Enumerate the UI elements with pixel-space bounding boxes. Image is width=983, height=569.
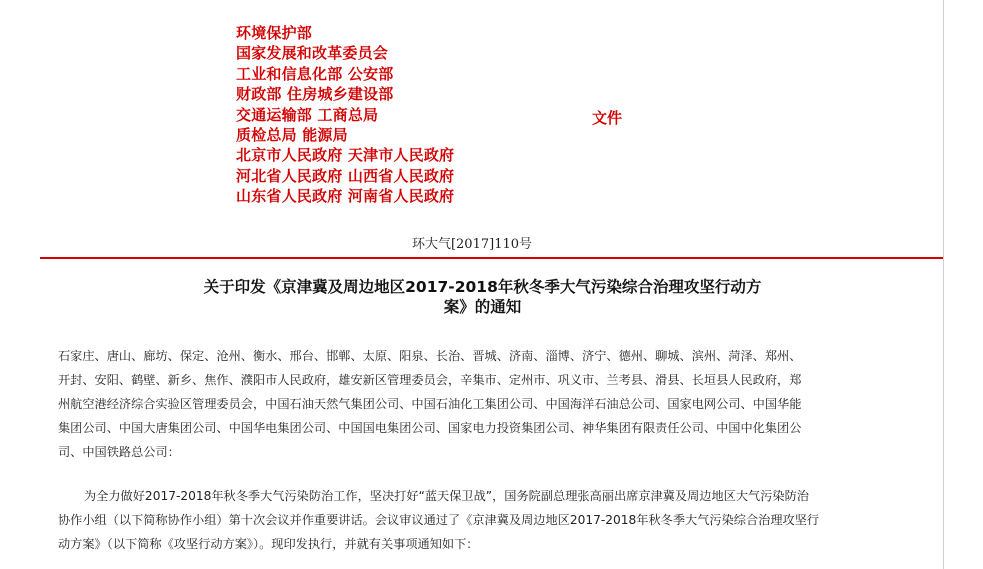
agency-line: 山东省人民政府 河南省人民政府 — [236, 187, 455, 206]
agency-line: 北京市人民政府 天津市人民政府 — [236, 146, 455, 165]
red-divider-line — [40, 257, 943, 259]
agency-line: 交通运输部 工商总局 — [236, 105, 379, 124]
document-number: 环大气[2017]110号 — [411, 237, 533, 252]
agency-line: 工业和信息化部 公安部 — [236, 64, 394, 83]
title-line: 关于印发《京津冀及周边地区2017-2018年秋冬季大气污染综合治理攻坚行动方 — [203, 278, 762, 296]
file-label: 文件 — [592, 109, 623, 127]
paragraph-line: 协作小组（以下简称协作小组）第十次会议并作重要讲话。会议审议通过了《京津冀及周边地区2017-2018年秋冬季大气污染综合治理攻坚行 — [58, 513, 820, 527]
body-paragraph — [58, 484, 924, 556]
recipients-paragraph — [58, 344, 924, 464]
paragraph-line: 动方案》（以下简称《攻坚行动方案》）。现印发执行，并就有关事项通知如下： — [58, 537, 479, 551]
paragraph-line: 集团公司、中国大唐集团公司、中国华电集团公司、中国国电集团公司、国家电力投资集团公司、神华集团有限责任公司、中国中化集团公 — [58, 421, 802, 435]
agency-line: 国家发展和改革委员会 — [236, 44, 389, 63]
agency-line: 环境保护部 — [236, 24, 313, 42]
paragraph-line: 石家庄、唐山、廊坊、保定、沧州、衡水、邢台、邯郸、太原、阳泉、长治、晋城、济南、淄博、济宁、德州、聊城、滨州、菏泽、郑州、 — [58, 349, 802, 363]
agency-line: 河北省人民政府 山西省人民政府 — [236, 166, 455, 185]
title-line: 案》的通知 — [443, 298, 522, 316]
agency-line: 质检总局 能源局 — [236, 125, 348, 144]
paragraph-line: 为全力做好2017-2018年秋冬季大气污染防治工作，坚决打好“蓝天保卫战”，国务院副总理张高丽出席京津冀及周边地区大气污染防治 — [84, 489, 809, 503]
paragraph-line: 司、中国铁路总公司： — [58, 445, 180, 459]
paragraph-line: 开封、安阳、鹤壁、新乡、焦作、濮阳市人民政府，雄安新区管理委员会，辛集市、定州市、巩义市、兰考县、滑县、长垣县人民政府，郑 — [58, 373, 802, 387]
paragraph-line: 州航空港经济综合实验区管理委员会，中国石油天然气集团公司、中国石油化工集团公司、中国海洋石油总公司、国家电网公司、中国华能 — [58, 397, 802, 411]
document-title — [120, 277, 845, 317]
agency-line: 财政部 住房城乡建设部 — [236, 85, 394, 104]
right-margin — [944, 0, 983, 569]
